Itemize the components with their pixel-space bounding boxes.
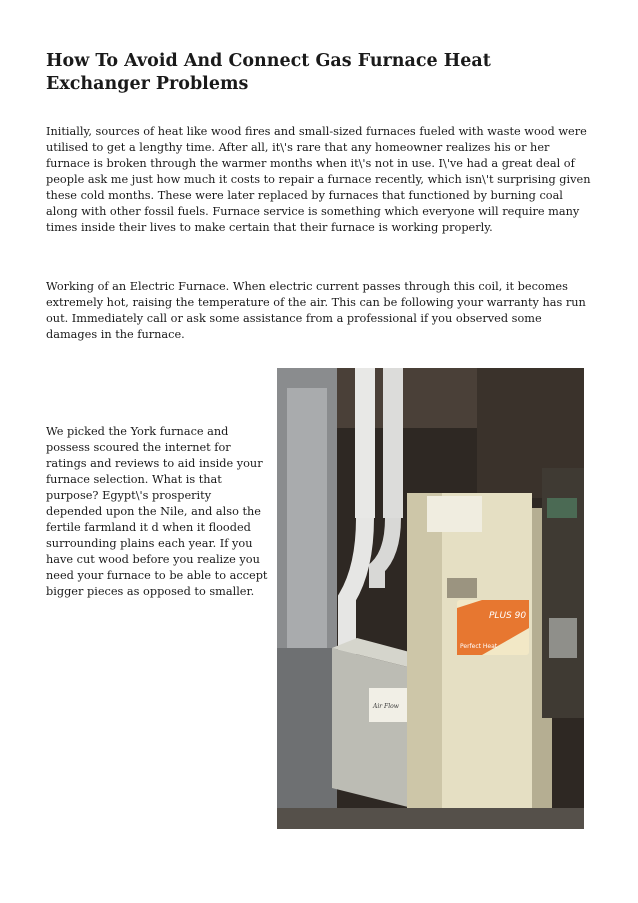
paragraph-electric-furnace: Working of an Electric Furnace. When electric current passes through this coil, it becomes extremely hot, raising the temperature of the air. This can be following your warranty has run out. Immediately call or ask some assistance from a professional if you observed some damages in the furnace.	[46, 280, 586, 341]
article-title: How To Avoid And Connect Gas Furnace Heat Exchanger Problems	[46, 51, 491, 94]
furnace-brand-text: Perfect Heat	[460, 643, 498, 650]
furnace-photo	[277, 368, 584, 829]
filter-label-text: Air Flow	[373, 703, 399, 710]
furnace-label-text: PLUS 90	[489, 611, 527, 621]
paragraph-intro: Initially, sources of heat like wood fires and small-sized furnaces fueled with waste wood were utilised to get a lengthy time. After all, it\'s rare that any homeowner realizes his or her furnace is broken through the warmer months when it\'s not in use. I\'ve had a great deal of people ask me just how much it costs to repair a furnace recently, which isn\'t surprising given these cold months. These were later replaced by furnaces that functioned by burning coal along with other fossil fuels. Furnace service is something which everyone will require many times inside their lives to make certain that their furnace is working properly.	[46, 125, 591, 234]
paragraph-york-furnace: We picked the York furnace and possess scoured the internet for ratings and reviews to aid inside your furnace selection. What is that purpose? Egypt\'s prosperity depended upon the Nile, and also the fertile farmland it d when it flooded surrounding plains each year. If you have cut wood before you realize you need your furnace to be able to accept bigger pieces as opposed to smaller.	[46, 425, 268, 598]
